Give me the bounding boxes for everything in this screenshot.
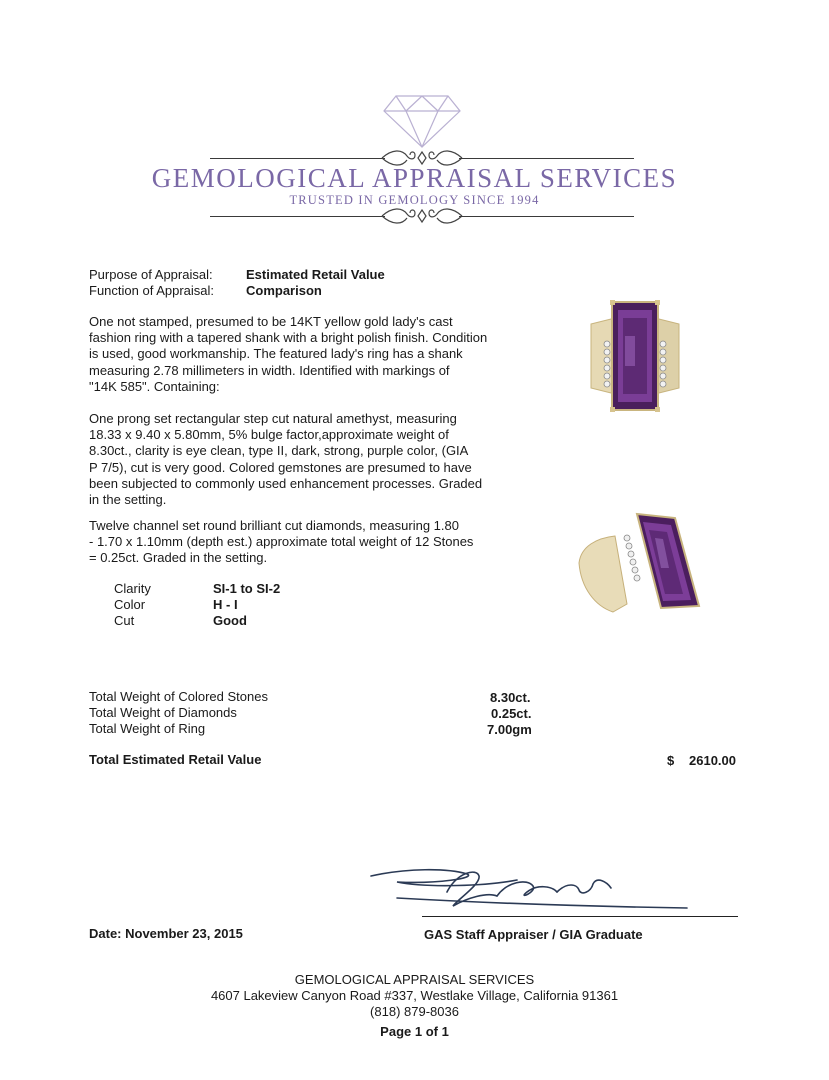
retail-currency: $ [667, 753, 675, 768]
ring-photo-side [575, 508, 705, 618]
grade-label-color: Color [114, 597, 146, 612]
text-line: 8.30ct., clarity is eye clean, type II, dark, strong, purple color, (GIA [89, 443, 469, 459]
diamonds-description [89, 518, 509, 567]
total-colored-stones-value: 8.30ct. [490, 690, 531, 705]
header-flourish-bottom-icon [377, 205, 467, 227]
grade-label-cut: Cut [114, 613, 135, 628]
text-line: Twelve channel set round brilliant cut diamonds, measuring 1.80 [89, 518, 459, 533]
retail-amount: 2610.00 [689, 753, 736, 768]
amethyst-description [89, 411, 509, 508]
footer-address: 4607 Lakeview Canyon Road #337, Westlake Village, California 91361 [210, 988, 619, 1003]
brand-tagline: TRUSTED IN GEMOLOGY SINCE 1994 [289, 193, 540, 207]
total-diamonds-value: 0.25ct. [491, 706, 532, 721]
grade-value-clarity: SI-1 to SI-2 [213, 581, 281, 596]
grade-label-clarity: Clarity [114, 581, 151, 596]
total-ring-label: Total Weight of Ring [89, 721, 206, 736]
ring-description [89, 314, 509, 395]
text-line: 18.33 x 9.40 x 5.80mm, 5% bulge factor,approximate weight of [89, 427, 449, 443]
header-rule-bottom-left [210, 216, 385, 217]
text-line: been subjected to commonly used enhancement processes. Graded [89, 475, 483, 491]
purpose-value: Estimated Retail Value [246, 267, 385, 282]
function-value: Comparison [246, 283, 322, 298]
text-line: in the setting. [89, 492, 167, 508]
appraisal-date: Date: November 23, 2015 [89, 926, 243, 941]
text-line: - 1.70 x 1.10mm (depth est.) approximate total weight of 12 Stones [89, 534, 474, 550]
text-line: One not stamped, presumed to be 14KT yellow gold lady's cast [89, 314, 453, 329]
footer-company: GEMOLOGICAL APPRAISAL SERVICES [294, 972, 535, 987]
total-diamonds-label: Total Weight of Diamonds [89, 705, 237, 720]
grade-value-color: H - I [213, 597, 238, 612]
page-number: Page 1 of 1 [380, 1024, 449, 1039]
purpose-label: Purpose of Appraisal: [89, 267, 213, 282]
function-label: Function of Appraisal: [89, 283, 215, 298]
header-rule-top-left [210, 158, 385, 159]
text-line: "14K 585". Containing: [89, 378, 220, 394]
ring-photo-front [585, 296, 685, 416]
header-rule-top-right [459, 158, 634, 159]
text-line: fashion ring with a tapered shank with a bright polish finish. Condition [89, 330, 488, 346]
total-colored-stones-label: Total Weight of Colored Stones [89, 689, 268, 704]
retail-value-label: Total Estimated Retail Value [89, 752, 262, 767]
text-line: P 7/5), cut is very good. Colored gemstones are presumed to have [89, 459, 472, 475]
grade-value-cut: Good [213, 613, 247, 628]
appraiser-signature [367, 862, 697, 912]
text-line: is used, good workmanship. The featured lady's ring has a shank [89, 346, 463, 362]
footer-phone: (818) 879-8036 [370, 1004, 459, 1019]
signer-title: GAS Staff Appraiser / GIA Graduate [424, 927, 643, 942]
text-line: One prong set rectangular step cut natural amethyst, measuring [89, 411, 457, 426]
brand-name: GEMOLOGICAL APPRAISAL SERVICES [151, 163, 678, 193]
total-ring-value: 7.00gm [487, 722, 532, 737]
diamond-logo-icon [382, 93, 462, 149]
signature-line [422, 916, 738, 917]
text-line: = 0.25ct. Graded in the setting. [89, 550, 268, 566]
header-rule-bottom-right [459, 216, 634, 217]
text-line: measuring 2.78 millimeters in width. Identified with markings of [89, 362, 450, 378]
